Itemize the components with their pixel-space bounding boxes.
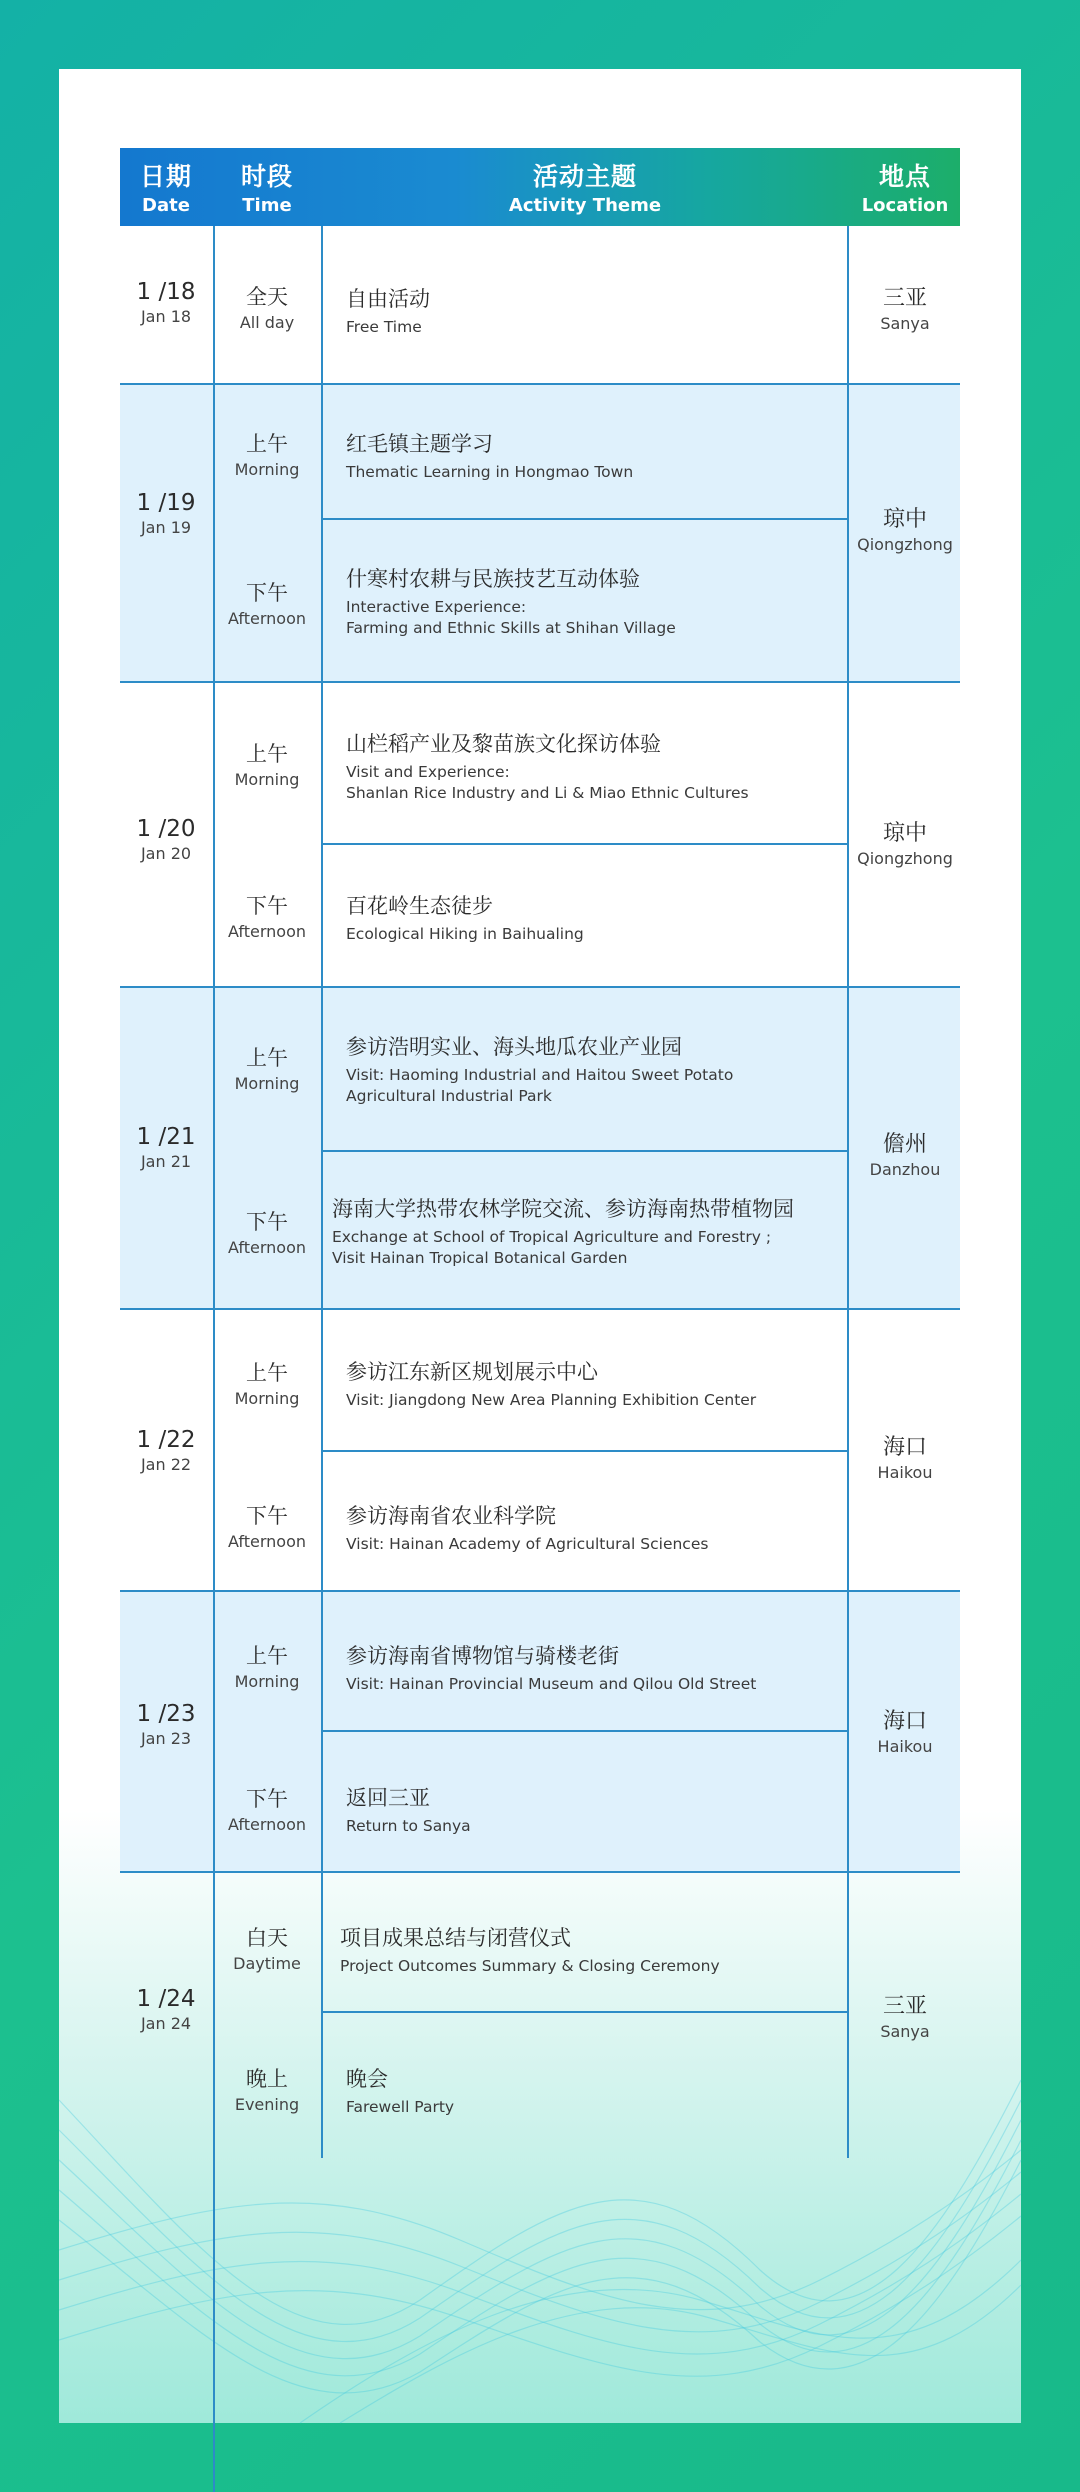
theme-cell: [340, 1922, 840, 1977]
theme-title: 参访江东新区规划展示中心: [346, 1360, 598, 1384]
header-theme-en: Activity Theme: [508, 195, 662, 216]
date-label-en: Jan 22: [140, 1455, 192, 1474]
time-cell: [214, 2063, 320, 2114]
location-cell: [850, 1430, 960, 1482]
date-label-en: Jan 23: [140, 1729, 192, 1748]
location-cell: [850, 1704, 960, 1756]
row-divider: [120, 1871, 960, 1873]
time-cell: [214, 1783, 320, 1834]
time-label: 上午: [246, 1046, 288, 1070]
date-cell: [120, 1986, 212, 2033]
session-divider: [322, 843, 848, 845]
time-label: 下午: [246, 1504, 288, 1528]
theme-subtitle: Farming and Ethnic Skills at Shihan Village: [346, 619, 676, 637]
theme-title: 参访海南省博物馆与骑楼老街: [346, 1644, 619, 1668]
location-label-en: Haikou: [877, 1463, 933, 1482]
table-header: [120, 148, 960, 226]
location-cell: [850, 816, 960, 868]
location-label-en: Qiongzhong: [857, 535, 953, 554]
theme-title: 什寒村农耕与民族技艺互动体验: [346, 567, 640, 591]
location-label: 琼中: [882, 821, 927, 846]
time-label: 晚上: [246, 2067, 288, 2091]
theme-title: 项目成果总结与闭营仪式: [340, 1926, 571, 1950]
location-label: 海口: [882, 1435, 927, 1460]
theme-title: 百花岭生态徒步: [346, 894, 493, 918]
row-divider: [120, 681, 960, 683]
date-cell: [120, 1124, 212, 1171]
theme-title: 山栏稻产业及黎苗族文化探访体验: [346, 732, 661, 756]
time-cell: [214, 1042, 320, 1093]
session-divider: [322, 1450, 848, 1452]
theme-cell: [346, 2063, 846, 2118]
row-divider: [120, 1308, 960, 1310]
time-label-en: Afternoon: [228, 1815, 306, 1834]
time-cell: [214, 890, 320, 941]
time-label-en: Afternoon: [228, 1532, 306, 1551]
session-divider: [322, 1730, 848, 1732]
time-label: 上午: [246, 1361, 288, 1385]
time-label: 下午: [246, 581, 288, 605]
header-theme: [322, 148, 848, 226]
location-label: 儋州: [882, 1132, 927, 1157]
time-label-en: Morning: [234, 1389, 300, 1408]
column-divider: [321, 226, 323, 2158]
header-location-en: Location: [861, 195, 949, 216]
location-label-en: Sanya: [880, 314, 930, 333]
theme-subtitle: Shanlan Rice Industry and Li & Miao Ethnic Cultures: [346, 784, 749, 802]
time-label: 上午: [246, 432, 288, 456]
time-label: 上午: [246, 1644, 288, 1668]
location-label-en: Qiongzhong: [857, 849, 953, 868]
date-label: 1 /21: [136, 1124, 196, 1150]
location-label-en: Haikou: [877, 1737, 933, 1756]
time-label: 全天: [246, 285, 288, 309]
date-label: 1 /18: [136, 279, 196, 305]
session-divider: [322, 518, 848, 520]
time-cell: [214, 1640, 320, 1691]
time-label-en: Daytime: [233, 1954, 301, 1973]
theme-cell: [346, 1782, 846, 1837]
location-cell: [850, 502, 960, 554]
theme-cell: [346, 1031, 846, 1107]
date-label-en: Jan 24: [140, 2014, 192, 2033]
header-time: [214, 148, 320, 226]
time-label-en: Morning: [234, 460, 300, 479]
theme-subtitle: Visit: Hainan Academy of Agricultural Sciences: [346, 1535, 709, 1553]
theme-subtitle: Free Time: [346, 318, 422, 336]
theme-title: 晚会: [346, 2067, 388, 2091]
time-label-en: Morning: [234, 1074, 300, 1093]
time-label-en: Evening: [234, 2095, 300, 2114]
header-location: [850, 148, 960, 226]
header-time-en: Time: [242, 195, 292, 216]
date-label: 1 /23: [136, 1701, 196, 1727]
location-label: 三亚: [882, 1994, 927, 2019]
location-label: 琼中: [882, 507, 927, 532]
location-label-en: Danzhou: [869, 1160, 941, 1179]
time-cell: [214, 1500, 320, 1551]
theme-subtitle: Project Outcomes Summary & Closing Ceremony: [340, 1957, 720, 1975]
location-label: 海口: [882, 1709, 927, 1734]
theme-title: 自由活动: [346, 287, 430, 311]
location-label: 三亚: [882, 286, 927, 311]
location-cell: [850, 1127, 960, 1179]
date-label-en: Jan 20: [140, 844, 192, 863]
theme-subtitle: Interactive Experience:: [346, 598, 527, 616]
column-divider: [847, 226, 849, 2158]
header-location-zh: 地点: [878, 162, 931, 191]
time-cell: [214, 1357, 320, 1408]
date-label-en: Jan 21: [140, 1152, 192, 1171]
time-label-en: Afternoon: [228, 609, 306, 628]
time-cell: [214, 1922, 320, 1973]
header-date: [120, 148, 212, 226]
time-cell: [214, 738, 320, 789]
theme-subtitle: Thematic Learning in Hongmao Town: [346, 463, 634, 481]
date-label: 1 /24: [136, 1986, 196, 2012]
time-label: 白天: [246, 1926, 288, 1950]
theme-title: 参访浩明实业、海头地瓜农业产业园: [346, 1035, 682, 1059]
theme-cell: [346, 728, 846, 804]
time-label: 下午: [246, 894, 288, 918]
theme-subtitle: Return to Sanya: [346, 1817, 471, 1835]
theme-title: 海南大学热带农林学院交流、参访海南热带植物园: [332, 1197, 794, 1221]
date-cell: [120, 279, 212, 326]
theme-cell: [346, 1640, 846, 1695]
theme-subtitle: Ecological Hiking in Baihualing: [346, 925, 584, 943]
theme-subtitle: Agricultural Industrial Park: [346, 1087, 552, 1105]
theme-title: 红毛镇主题学习: [346, 432, 493, 456]
theme-subtitle: Visit and Experience:: [346, 763, 510, 781]
date-cell: [120, 1701, 212, 1748]
time-label-en: Afternoon: [228, 922, 306, 941]
time-label-en: Morning: [234, 770, 300, 789]
session-divider: [322, 2011, 848, 2013]
date-label: 1 /20: [136, 816, 196, 842]
header-date-zh: 日期: [139, 162, 192, 191]
row-divider: [120, 383, 960, 385]
theme-subtitle: Exchange at School of Tropical Agriculture and Forestry ;: [332, 1228, 772, 1246]
time-label-en: Morning: [234, 1672, 300, 1691]
time-label: 下午: [246, 1210, 288, 1234]
date-label: 1 /22: [136, 1427, 196, 1453]
theme-title: 参访海南省农业科学院: [346, 1504, 556, 1528]
time-label-en: All day: [239, 313, 295, 332]
date-cell: [120, 1427, 212, 1474]
time-label: 上午: [246, 742, 288, 766]
time-cell: [214, 577, 320, 628]
theme-subtitle: Visit: Jiangdong New Area Planning Exhibition Center: [346, 1391, 757, 1409]
date-label: 1 /19: [136, 490, 196, 516]
time-cell: [214, 281, 320, 332]
header-date-en: Date: [142, 195, 190, 216]
row-divider: [120, 986, 960, 988]
date-cell: [120, 816, 212, 863]
theme-cell: [346, 428, 846, 483]
theme-cell: [346, 283, 846, 338]
header-theme-zh: 活动主题: [532, 162, 637, 191]
time-label-en: Afternoon: [228, 1238, 306, 1257]
theme-cell: [346, 563, 846, 639]
row-divider: [120, 1590, 960, 1592]
header-time-zh: 时段: [240, 162, 293, 191]
theme-subtitle: Visit Hainan Tropical Botanical Garden: [332, 1249, 628, 1267]
theme-subtitle: Farewell Party: [346, 2098, 455, 2116]
date-label-en: Jan 18: [140, 307, 192, 326]
theme-title: 返回三亚: [346, 1786, 430, 1810]
session-divider: [322, 1150, 848, 1152]
location-cell: [850, 281, 960, 333]
location-cell: [850, 1989, 960, 2041]
theme-cell: [332, 1193, 847, 1269]
date-label-en: Jan 19: [140, 518, 192, 537]
time-cell: [214, 428, 320, 479]
theme-cell: [346, 890, 846, 945]
theme-subtitle: Visit: Hainan Provincial Museum and Qilou Old Street: [346, 1675, 757, 1693]
location-label-en: Sanya: [880, 2022, 930, 2041]
time-label: 下午: [246, 1787, 288, 1811]
theme-cell: [346, 1356, 846, 1411]
theme-subtitle: Visit: Haoming Industrial and Haitou Sweet Potato: [346, 1066, 734, 1084]
time-cell: [214, 1206, 320, 1257]
date-cell: [120, 490, 212, 537]
theme-cell: [346, 1500, 846, 1555]
